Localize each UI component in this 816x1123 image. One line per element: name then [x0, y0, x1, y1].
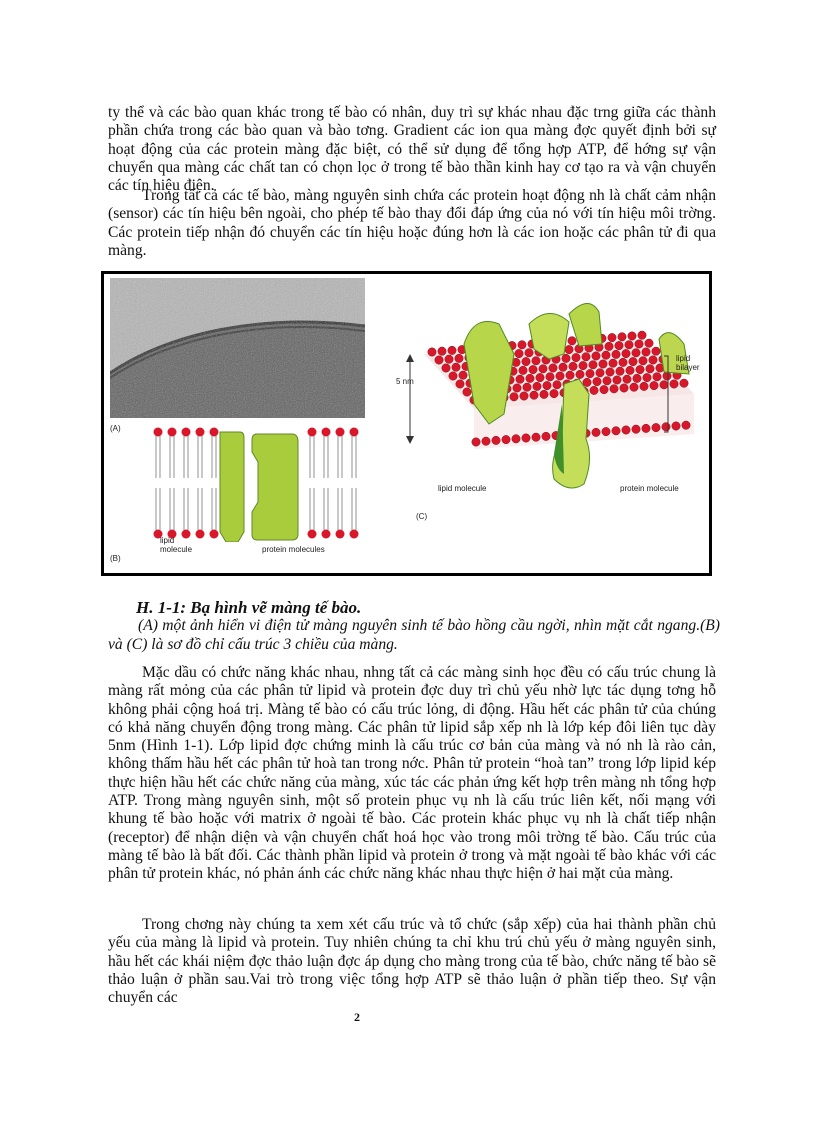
- lipid-head: [502, 435, 510, 443]
- lipid-head: [445, 355, 453, 363]
- lipid-head: [308, 428, 317, 437]
- lipid-head: [540, 390, 548, 398]
- lipid-head: [442, 364, 450, 372]
- lipid-head: [650, 381, 658, 389]
- lipid-head: [182, 428, 191, 437]
- lipid-head: [322, 428, 331, 437]
- label-protein-molecules-b: protein molecules: [262, 545, 325, 554]
- lipid-head: [626, 366, 634, 374]
- lipid-head: [639, 357, 647, 365]
- bilayer-diagram-b: [152, 422, 367, 542]
- lipid-head: [513, 384, 521, 392]
- electron-micrograph: [110, 278, 365, 418]
- lipid-head: [622, 426, 630, 434]
- lipid-head: [602, 351, 610, 359]
- lipid-head: [576, 370, 584, 378]
- lipid-head: [463, 388, 471, 396]
- figure-1-1: [101, 271, 712, 576]
- lipid-head: [546, 373, 554, 381]
- lipid-head: [610, 385, 618, 393]
- lipid-head: [566, 371, 574, 379]
- lipid-head: [530, 391, 538, 399]
- lipid-head: [613, 376, 621, 384]
- lipid-head: [670, 380, 678, 388]
- lipid-head: [579, 361, 587, 369]
- label-protein-molecule-c: protein molecule: [620, 484, 679, 493]
- lipid-head: [619, 358, 627, 366]
- lipid-head: [492, 436, 500, 444]
- label-a: (A): [110, 424, 121, 433]
- lipid-head: [596, 369, 604, 377]
- lipid-head: [522, 357, 530, 365]
- lipid-head: [600, 385, 608, 393]
- lipid-head: [438, 347, 446, 355]
- lipid-head: [616, 367, 624, 375]
- lipid-head: [628, 332, 636, 340]
- lipid-head: [522, 434, 530, 442]
- lipid-head: [609, 359, 617, 367]
- lipid-head: [519, 366, 527, 374]
- lipid-head: [550, 389, 558, 397]
- paragraph-1: ty thể và các bào quan khác trong tế bào có nhân, duy trì sự khác nhau đặc trng giữa các thành phần chứa trong các bào quan và bào tơng. Gradient các ion qua màng đợc quyết định bởi sự hoạt động của các protein màng đặc biệt, có thể sử dụng để tổng hợp ATP, để hớng sự vận chuyển qua màng các chất tan có chọn lọc ở trong tế bào thần kinh hay cơ tạo ra và vận chuyển các tín hiệu điện.: [108, 104, 716, 195]
- membrane-3d-diagram: [404, 284, 704, 514]
- label-lipid-molecule-b: lipid molecule: [160, 536, 193, 554]
- lipid-head: [672, 422, 680, 430]
- lipid-head: [632, 425, 640, 433]
- lipid-head: [582, 353, 590, 361]
- lipid-head: [646, 365, 654, 373]
- lipid-head: [663, 372, 671, 380]
- lipid-head: [599, 360, 607, 368]
- lipid-head: [618, 333, 626, 341]
- lipid-head: [572, 353, 580, 361]
- lipid-head: [482, 437, 490, 445]
- lipid-head: [662, 423, 670, 431]
- lipid-head: [549, 364, 557, 372]
- lipid-head: [592, 428, 600, 436]
- lipid-head: [428, 348, 436, 356]
- lipid-head: [520, 392, 528, 400]
- lipid-head: [510, 393, 518, 401]
- lipid-head: [336, 530, 345, 539]
- lipid-head: [562, 354, 570, 362]
- label-lipid-bilayer: lipid bilayer: [676, 354, 700, 372]
- lipid-head: [322, 530, 331, 539]
- lipid-head: [643, 373, 651, 381]
- lipid-head: [623, 375, 631, 383]
- lipid-head: [590, 386, 598, 394]
- lipid-head: [593, 377, 601, 385]
- lipid-head: [523, 383, 531, 391]
- lipid-head: [586, 369, 594, 377]
- label-lipid-molecule-c: lipid molecule: [438, 484, 487, 493]
- lipid-head: [452, 363, 460, 371]
- lipid-head: [532, 357, 540, 365]
- lipid-head: [336, 428, 345, 437]
- lipid-head: [196, 428, 205, 437]
- lipid-head: [592, 352, 600, 360]
- lipid-head: [612, 350, 620, 358]
- lipid-head: [629, 357, 637, 365]
- lipid-head: [472, 438, 480, 446]
- lipid-head: [456, 380, 464, 388]
- lipid-head: [612, 427, 620, 435]
- lipid-head: [515, 349, 523, 357]
- lipid-head: [632, 349, 640, 357]
- lipid-head: [620, 384, 628, 392]
- lipid-head: [615, 341, 623, 349]
- lipid-head: [660, 381, 668, 389]
- lipid-head: [516, 375, 524, 383]
- label-b: (B): [110, 554, 121, 563]
- lipid-head: [435, 356, 443, 364]
- label-5nm: 5 nm: [396, 377, 414, 386]
- lipid-head: [459, 371, 467, 379]
- lipid-head: [168, 428, 177, 437]
- figure-caption: (A) một ảnh hiển vi điện tử màng nguyên sinh tế bào hồng cầu ngời, nhìn mặt cắt ngang.(B) và (C) là sơ đồ chỉ cấu trúc 3 chiều của màng.: [108, 617, 720, 653]
- lipid-head: [512, 435, 520, 443]
- lipid-head: [529, 365, 537, 373]
- lipid-head: [680, 379, 688, 387]
- lipid-head: [308, 530, 317, 539]
- lipid-head: [210, 530, 219, 539]
- lipid-head: [556, 372, 564, 380]
- lipid-head: [449, 372, 457, 380]
- lipid-head: [154, 428, 163, 437]
- lipid-head: [533, 382, 541, 390]
- paragraph-4: Trong chơng này chúng ta xem xét cấu trúc và tổ chức (sắp xếp) của hai thành phần chủ yếu của màng là lipid và protein. Tuy nhiên chúng ta chỉ khu trú chủ yếu ở màng nguyên sinh, hầu hết các khái niệm đợc thảo luận đợc áp dụng cho màng trong của tế bào, chức năng tế bào sẽ thảo luận ở phần sau.Vai trò trong việc tổng hợp ATP sẽ thảo luận ở phần tiếp theo. Sự vận chuyển các: [108, 916, 716, 1007]
- lipid-head: [448, 346, 456, 354]
- lipid-head: [602, 427, 610, 435]
- lipid-head: [532, 433, 540, 441]
- lipid-head: [569, 362, 577, 370]
- lipid-head: [653, 373, 661, 381]
- lipid-head: [682, 421, 690, 429]
- lipid-head: [525, 349, 533, 357]
- lipid-head: [553, 381, 561, 389]
- lipid-head: [640, 382, 648, 390]
- lipid-head: [518, 341, 526, 349]
- lipid-head: [350, 530, 359, 539]
- lipid-head: [536, 373, 544, 381]
- lipid-head: [645, 339, 653, 347]
- lipid-head: [542, 432, 550, 440]
- lipid-head: [636, 365, 644, 373]
- lipid-head: [630, 383, 638, 391]
- lipid-head: [455, 354, 463, 362]
- lipid-head: [625, 341, 633, 349]
- lipid-head: [526, 374, 534, 382]
- lipid-head: [633, 374, 641, 382]
- lipid-head: [589, 361, 597, 369]
- lipid-head: [583, 378, 591, 386]
- lipid-head: [559, 363, 567, 371]
- lipid-head: [605, 342, 613, 350]
- lipid-head: [539, 365, 547, 373]
- lipid-head: [638, 331, 646, 339]
- lipid-head: [608, 333, 616, 341]
- lipid-head: [196, 530, 205, 539]
- lipid-head: [568, 337, 576, 345]
- lipid-head: [210, 428, 219, 437]
- lipid-head: [565, 345, 573, 353]
- lipid-head: [642, 424, 650, 432]
- lipid-head: [635, 340, 643, 348]
- lipid-head: [642, 348, 650, 356]
- figure-title: H. 1-1: Bạ hình vẽ màng tế bào.: [136, 598, 362, 617]
- lipid-head: [622, 349, 630, 357]
- lipid-head: [543, 381, 551, 389]
- lipid-head: [652, 347, 660, 355]
- paragraph-3: Mặc dầu có chức năng khác nhau, nhng tất cả các màng sinh học đều có cấu trúc chung là màng rất mỏng của các phân tử lipid và protein đợc duy trì chủ yếu nhờ lực tác dụng tơng hỗ không phải cộng hoá trị. Màng tế bào có cấu trúc lỏng, di động. Hầu hết các phân tử của chúng có khả năng chuyển động trong màng. Các phân tử lipid sắp xếp nh là lớp kép đôi liên tục dày 5nm (Hình 1-1). Lớp lipid đợc chứng minh là cấu trúc cơ bản của màng và nó nh là rào cản, không thấm hầu hết các phân tử hoà tan trong nớc. Phân tử protein “hoà tan” trong lớp lipid kép thực hiện hầu hết các chức năng của màng, xúc tác các phản ứng kết hợp trên màng nh tổng hợp ATP. Trong màng nguyên sinh, một số protein phục vụ nh là cấu trúc liên kết, nối mạng với khung tế bào hoặc với matrix ở ngoài tế bào. Các protein khác phục vụ nh là chất tiếp nhận (receptor) để nhận diện và vận chuyển chất hoá học vào trong môi trờng tế bào. Cấu trúc của màng tế bào là bất đối. Các thành phần lipid và protein ở trong và mặt ngoài tế bào khác với các phân tử protein khác, nó phản ánh các chức năng khác nhau thực hiện ở hai mặt của màng.: [108, 664, 716, 883]
- page-number: 2: [354, 1010, 360, 1024]
- lipid-head: [350, 428, 359, 437]
- lipid-head: [606, 368, 614, 376]
- lipid-head: [603, 377, 611, 385]
- lipid-head: [649, 356, 657, 364]
- lipid-head: [652, 423, 660, 431]
- label-c: (C): [416, 512, 428, 521]
- paragraph-2: Trong tất cả các tế bào, màng nguyên sinh chứa các protein hoạt động nh là chất cảm nhận (sensor) các tín hiệu bên ngoài, cho phép tế bào thay đổi đáp ứng của nó với tín hiệu môi trờng. Các protein tiếp nhận đó chuyển các tín hiệu hoặc đúng hơn là các ion hoặc các phân tử đi qua màng.: [108, 187, 716, 259]
